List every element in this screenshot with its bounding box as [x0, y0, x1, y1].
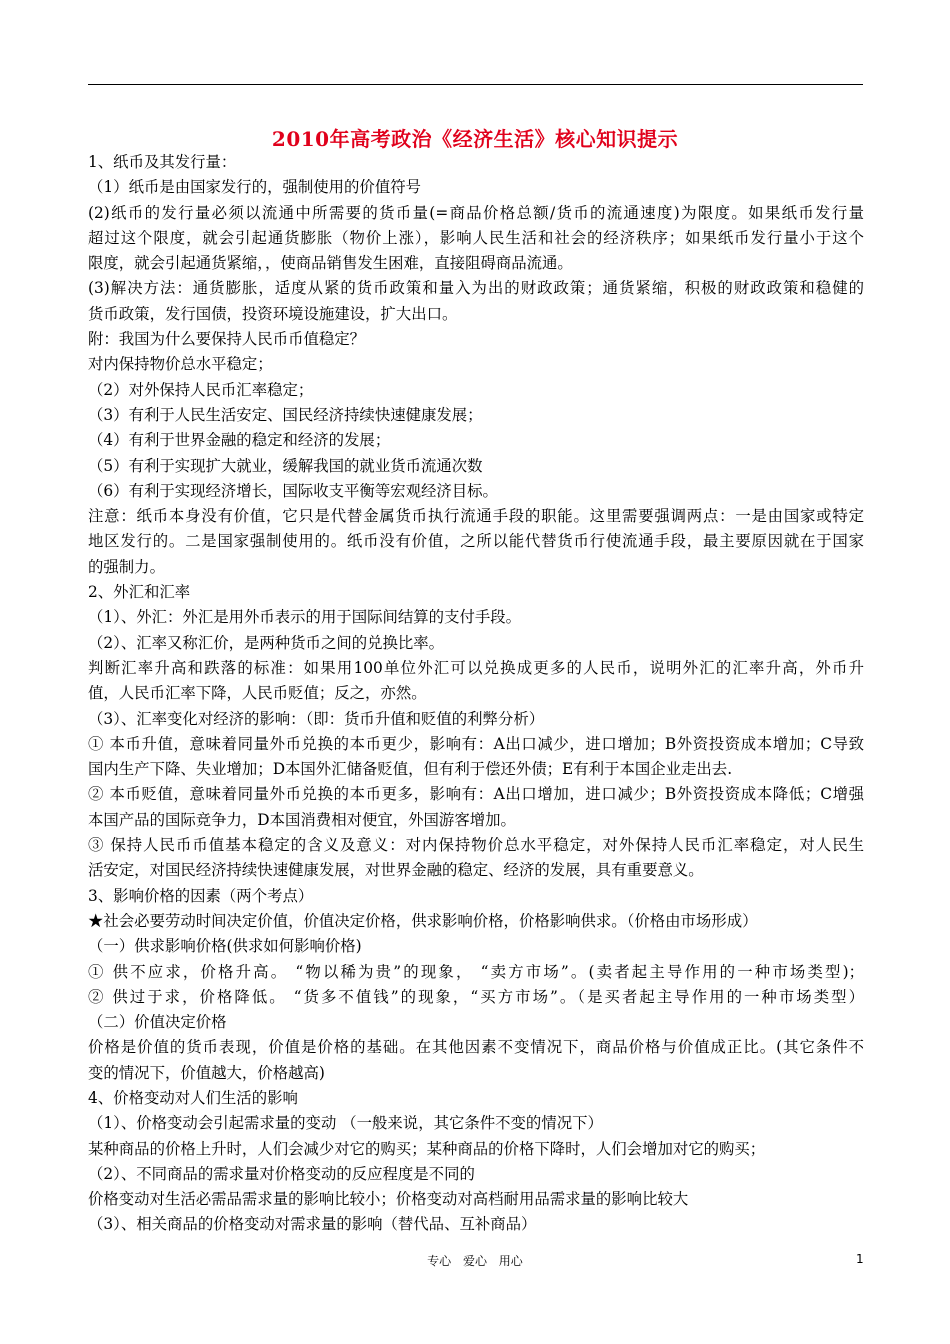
text-line: （2）对外保持人民币汇率稳定；	[88, 380, 314, 399]
text-line: (3)解决方法：通货膨胀，适度从紧的货币政策和量入为出的财政政策；通货紧缩，积极的财政政策和稳健的	[88, 279, 864, 298]
text-line: 对内保持物价总水平稳定；	[88, 355, 273, 374]
text-line: 活安定，对国民经济持续快速健康发展，对世界金融的稳定、经济的发展，具有重要意义。	[88, 861, 704, 880]
text-line: （1）、价格变动会引起需求量的变动 （一般来说，其它条件不变的情况下）	[88, 1114, 603, 1133]
text-line: 本国产品的国际竞争力，D本国消费相对便宜，外国游客增加。	[88, 810, 516, 829]
text-line: 4、价格变动对人们生活的影响	[88, 1088, 298, 1107]
text-line: 价格是价值的货币表现，价值是价格的基础。在其他因素不变情况下，商品价格与价值成正比。(其它条件不	[88, 1038, 864, 1057]
text-line: 3、影响价格的因素（两个考点）	[88, 886, 314, 905]
text-line: 限度，就会引起通货紧缩，，使商品销售发生困难，直接阻碍商品流通。	[88, 254, 573, 273]
text-line: ★社会必要劳动时间决定价值，价值决定价格，供求影响价格，价格影响供求。（价格由市场形成）	[88, 911, 758, 930]
text-line: （2）、不同商品的需求量对价格变动的反应程度是不同的	[88, 1164, 475, 1183]
header-rule	[88, 84, 863, 85]
text-line: 地区发行的。二是国家强制使用的。纸币没有价值，之所以能代替货币行使流通手段，最主要原因就在于国家	[88, 532, 864, 551]
text-line: (2)纸币的发行量必须以流通中所需要的货币量(=商品价格总额/货币的流通速度)为限度。如果纸币发行量	[88, 203, 864, 222]
text-line: 变的情况下，价值越大，价格越高)	[88, 1063, 325, 1082]
text-line: 货币政策，发行国债，投资环境设施建设，扩大出口。	[88, 304, 458, 323]
text-line: （3）、汇率变化对经济的影响：（即：货币升值和贬值的利弊分析）	[88, 709, 545, 728]
text-line: （1）、外汇：外汇是用外币表示的用于国际间结算的支付手段。	[88, 608, 522, 627]
text-line: （一）供求影响价格(供求如何影响价格)	[88, 937, 362, 956]
text-line: （二）价值决定价格	[88, 1013, 227, 1032]
text-line: 超过这个限度，就会引起通货膨胀（物价上涨），影响人民生活和社会的经济秩序；如果纸币发行量小于这个	[88, 228, 864, 247]
text-line: ③ 保持人民币币值基本稳定的含义及意义：对内保持物价总水平稳定，对外保持人民币汇率稳定，对人民生	[88, 836, 864, 855]
text-line: （5）有利于实现扩大就业，缓解我国的就业货币流通次数	[88, 456, 483, 475]
text-line: 值，人民币汇率下降，人民币贬值；反之，亦然。	[88, 684, 427, 703]
text-line: ① 本币升值，意味着同量外币兑换的本币更少，影响有：A出口减少，进口增加；B外资投资成本增加；C导致	[88, 734, 864, 753]
text-line: （1）纸币是由国家发行的，强制使用的价值符号	[88, 178, 421, 197]
text-line: 附：我国为什么要保持人民币币值稳定？	[88, 330, 366, 349]
text-line: 价格变动对生活必需品需求量的影响比较小；价格变动对高档耐用品需求量的影响比较大	[88, 1190, 689, 1209]
text-line: （6）有利于实现经济增长，国际收支平衡等宏观经济目标。	[88, 481, 498, 500]
text-line: 的强制力。	[88, 557, 165, 576]
document-body	[88, 150, 864, 1238]
text-line: ② 本币贬值，意味着同量外币兑换的本币更多，影响有：A出口增加，进口减少；B外资投资成本降低；C增强	[88, 785, 864, 804]
text-line: （2）、汇率又称汇价，是两种货币之间的兑换比率。	[88, 633, 445, 652]
text-line: （3）有利于人民生活安定、国民经济持续快速健康发展；	[88, 405, 483, 424]
text-line: 注意：纸币本身没有价值，它只是代替金属货币执行流通手段的职能。这里需要强调两点：一是由国家或特定	[88, 507, 864, 526]
text-line: 某种商品的价格上升时，人们会减少对它的购买；某种商品的价格下降时，人们会增加对它的购买；	[88, 1139, 766, 1158]
text-line: 判断汇率升高和跌落的标准：如果用100单位外汇可以兑换成更多的人民币，说明外汇的汇率升高，外币升	[88, 658, 864, 677]
text-line: （4）有利于世界金融的稳定和经济的发展；	[88, 431, 391, 450]
page-number: 1	[856, 1252, 864, 1266]
text-line: 2、外汇和汇率	[88, 583, 191, 602]
text-line: 1、纸币及其发行量：	[88, 153, 237, 171]
footer-slogan: 专心 爱心 用心	[427, 1254, 523, 1268]
text-line: ① 供不应求，价格升高。 “物以稀为贵”的现象， “卖方市场”。(卖者起主导作用的一种市场类型)；	[88, 962, 864, 981]
document-title: 2010年高考政治《经济生活》核心知识提示	[271, 127, 679, 151]
text-line: （3）、相关商品的价格变动对需求量的影响（替代品、互补商品）	[88, 1215, 537, 1234]
text-line: 国内生产下降、失业增加；D本国外汇储备贬值，但有利于偿还外债；E有利于本国企业走出去.	[88, 760, 733, 779]
text-line: ② 供过于求，价格降低。 “货多不值钱”的现象，“买方市场”。（是买者起主导作用的一种市场类型）	[88, 987, 864, 1006]
